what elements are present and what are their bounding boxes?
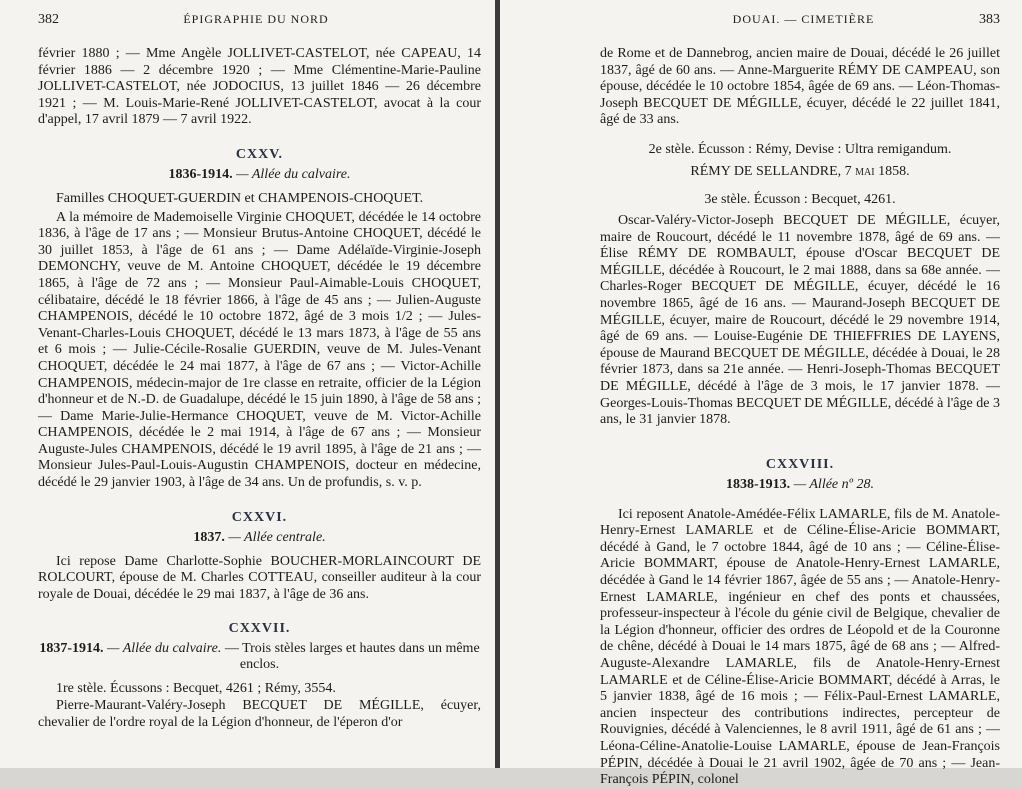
stele2-label: 2e stèle. Écusson : Rémy, Devise : Ultra remigandum. bbox=[648, 141, 952, 157]
right-running-title: DOUAI. — CIMETIÈRE bbox=[732, 12, 875, 26]
section-cxxv-subtitle bbox=[38, 167, 481, 183]
section-cxxvii-location-rest: — Trois stèles larges et hautes dans un même enclos. bbox=[221, 641, 480, 673]
left-running-title: ÉPIGRAPHIE DU NORD bbox=[183, 12, 329, 26]
section-cxxvii-subtitle bbox=[38, 641, 481, 673]
stele3-text: Oscar-Valéry-Victor-Joseph BECQUET DE MÉGILLE, écuyer, maire de Roucourt, décédé le 11 novembre 1878, âgé de 69 ans. — Élise RÉMY DE ROMBAULT, épouse d'Oscar BECQUET DE MÉGILLE, décédée à Roucourt, le 2 mai 1888, dans sa 68e année. — Charles-Roger BECQUET DE MÉGILLE, écuyer, décédé le 16 novembre 1865, âgé de 16 ans. — Maurand-Joseph BECQUET DE MÉGILLE, écuyer, maire de Roucourt, décédé le 29 novembre 1914, âgé de 69 ans. — Louise-Eugénie DE THIEFFRIES DE LAYENS, épouse de Maurand BECQUET DE MÉGILLE, décédée à Douai, le 28 février 1873, dans sa 21e année. — Henri-Joseph-Thomas BECQUET DE MÉGILLE, décédé à l'âge de 3 mois, le 17 janvier 1878. — Georges-Louis-Thomas BECQUET DE MÉGILLE, décédé à l'âge de 3 ans, le 31 janvier 1878. bbox=[600, 212, 1000, 428]
section-cxxviii-subtitle bbox=[600, 477, 1000, 493]
section-cxxviii-text: Ici reposent Anatole-Amédée-Félix LAMARLE, fils de M. Anatole-Henry-Ernest LAMARLE et de Céline-Élise-Aricie BOMMART, décédé à Gand, le 7 octobre 1844, âgé de 10 ans ; — Céline-Élise-Aricie BOMMART, épouse de Anatole-Henry-Ernest LAMARLE, décédée à Gand le 14 février 1867, âgée de 55 ans ; — Anatole-Henry-Ernest LAMARLE, ingénieur en chef des ponts et chaussées, professeur-inspecteur à l'école du génie civil de Belgique, chevalier de la Légion d'honneur, officier des ordres de Léopold et de la Couronne de chêne, décédé à Douai le 14 mars 1875, âgé de 68 ans ; — Alfred-Auguste-Alexandre LAMARLE, fils de Anatole-Henry-Ernest LAMARLE et de Céline-Élise-Aricie BOMMART, décédé à Arras, le 5 janvier 1838, âgé de 16 mois ; — Félix-Paul-Ernest LAMARLE, ancien inspecteur des contributions indirectes, percepteur de Rouvignies, décédé à Valenciennes, le 8 avril 1911, âgé de 61 ans ; — Léona-Céline-Anatolie-Louise LAMARLE, épouse de Jean-François PÉPIN, décédée à Douai le 21 avril 1902, âgée de 70 ans ; — Jean-François PÉPIN, colonel bbox=[600, 506, 1000, 788]
section-cxxv-number: CXXV. bbox=[235, 146, 284, 162]
right-page-number: 383 bbox=[979, 12, 1000, 27]
section-cxxv-dates: 1836-1914. bbox=[168, 166, 233, 182]
section-cxxvi-dates: 1837. bbox=[193, 529, 225, 545]
section-cxxv-location: — Allée du calvaire. bbox=[232, 166, 351, 182]
section-cxxvi-subtitle bbox=[38, 530, 481, 546]
section-cxxvii-text: Pierre-Maurant-Valéry-Joseph BECQUET DE MÉGILLE, écuyer, chevalier de l'ordre royal de la Légion d'honneur, de l'éperon d'or bbox=[38, 698, 481, 730]
section-cxxvii-dates: 1837-1914. bbox=[39, 641, 104, 657]
section-cxxv-text: A la mémoire de Mademoiselle Virginie CHOQUET, décédée le 14 octobre 1836, à l'âge de 17 ans ; — Monsieur Brutus-Antoine CHOQUET, décédé le 30 juillet 1853, à l'âge de 61 ans ; — Dame Adélaïde-Virginie-Joseph DEMONCHY, veuve de M. Antoine CHOQUET, décédée le 19 décembre 1865, à l'âge de 72 ans ; — Monsieur Paul-Aimable-Louis CHOQUET, célibataire, décédé le 18 février 1866, à l'âge de 45 ans ; — Julien-Auguste CHAMPENOIS, décédé le 10 octobre 1872, âgé de 3 mois 1/2 ; — Jules-Venant-Charles-Louis CHOQUET, décédé le 13 mars 1873, à l'âge de 55 ans et 6 mois ; — Julie-Cécile-Rosalie GUERDIN, veuve de M. Jules-Venant CHOQUET, décédée le 24 mai 1877, à l'âge de 67 ans ; — Victor-Achille CHAMPENOIS, médecin-major de 1re classe en retraite, officier de la Légion d'honneur et de N.-D. de Guadalupe, décédé le 15 juin 1890, à l'âge de 58 ans ; — Dame Marie-Julie-Hermance CHOQUET, veuve de M. Victor-Achille CHAMPENOIS, décédée le 2 mai 1914, à l'âge de 67 ans ; — Monsieur Auguste-Jules CHAMPENOIS, décédé le 19 avril 1895, à l'âge de 21 ans ; — Monsieur Jules-Paul-Louis-Augustin CHAMPENOIS, docteur en médecine, décédé le 29 janvier 1903, à l'âge de 34 ans. Un de profundis, s. v. p. bbox=[38, 209, 481, 491]
section-cxxvi-location: — Allée centrale. bbox=[224, 529, 326, 545]
left-running-head bbox=[38, 12, 481, 28]
section-cxxviii-number: CXXVIII. bbox=[765, 456, 835, 472]
right-page bbox=[500, 0, 1022, 788]
section-cxxviii-location: — Allée nº 28. bbox=[790, 476, 874, 492]
section-cxxviii-dates: 1838-1913. bbox=[726, 476, 791, 492]
left-page-number: 382 bbox=[38, 12, 59, 27]
right-intro-text: de Rome et de Dannebrog, ancien maire de Douai, décédé le 26 juillet 1837, âgé de 60 ans. — Anne-Marguerite RÉMY DE CAMPEAU, son épouse, décédée le 10 octobre 1854, âgée de 69 ans. — Léon-Thomas-Joseph BECQUET DE MÉGILLE, écuyer, décédé le 22 juillet 1841, âgé de 33 ans. bbox=[600, 46, 1000, 128]
right-running-head bbox=[600, 12, 1000, 28]
section-cxxvi-text: Ici repose Dame Charlotte-Sophie BOUCHER-MORLAINCOURT DE ROLCOURT, épouse de M. Charles COTTEAU, conseiller auditeur à la cour royale de Douai, décédée le 29 mai 1837, à l'âge de 36 ans. bbox=[38, 553, 481, 602]
stele3-label: 3e stèle. Écusson : Becquet, 4261. bbox=[704, 191, 896, 207]
left-intro-text: février 1880 ; — Mme Angèle JOLLIVET-CASTELOT, née CAPEAU, 14 février 1886 — 2 décembre 1920 ; — Mme Clémentine-Marie-Pauline JOLLIVET-CASTELOT, née JODOCIUS, 13 juillet 1846 — 26 décembre 1921 ; — M. Louis-Marie-René JOLLIVET-CASTELOT, avocat à la cour d'appel, 17 avril 1879 — 7 avril 1922. bbox=[38, 46, 481, 128]
section-cxxvi-number: CXXVI. bbox=[231, 509, 288, 525]
section-cxxvii-number: CXXVII. bbox=[228, 621, 291, 637]
left-page bbox=[0, 0, 495, 768]
stele2-name: RÉMY DE SELLANDRE, 7 mai 1858. bbox=[690, 163, 910, 179]
section-cxxvii-stele1: 1re stèle. Écussons : Becquet, 4261 ; Rémy, 3554. bbox=[56, 681, 336, 697]
section-cxxv-families: Familles CHOQUET-GUERDIN et CHAMPENOIS-CHOQUET. bbox=[56, 190, 424, 206]
section-cxxvii-location: — Allée du calvaire. bbox=[103, 641, 222, 657]
